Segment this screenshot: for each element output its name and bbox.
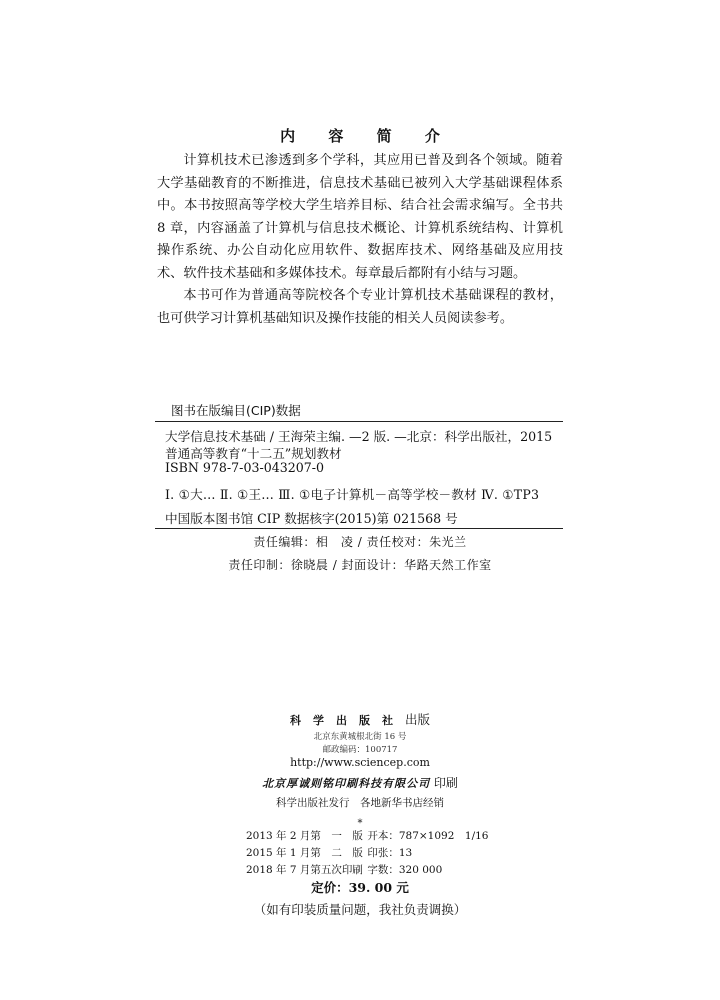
printer-name: 北京厚诚则铭印刷科技有限公司 (262, 777, 431, 790)
credits-print-design-line: 责任印制：徐晓晨 / 封面设计：华路天然工作室 (228, 558, 492, 572)
edition-row (246, 862, 442, 877)
publisher-line (0, 710, 720, 728)
page-title: 内 容 简 介 (280, 127, 454, 145)
publisher-name: 科学出版社 (289, 714, 405, 727)
cip-isbn-line: ISBN 978-7-03-043207-0 (165, 460, 325, 475)
cip-heading: 图书在版编目(CIP)数据 (171, 403, 301, 418)
cip-bottom-rule (155, 528, 563, 529)
publisher-url: http://www.sciencep.com (290, 756, 430, 769)
edition-spec: 印张：13 (367, 847, 413, 859)
summary-paragraph-1: 计算机技术已渗透到多个学科，其应用已普及到各个领域。随着大学基础教育的不断推进，信息技术基础已被列入大学基础课程体系中。本书按照高等学校大学生培养目标、结合社会需求编写。全书共 8 章，内容涵盖了计算机与信息技术概论、计算机系统结构、计算机操作系统、办公自动化应用软件、数据库技术、网络基础及应用技术、软件技术基础和多媒体技术。每章最后都附有小结与习题。 (157, 153, 563, 281)
edition-date: 2018 年 7 月第五次印刷 (246, 864, 363, 876)
edition-date: 2013 年 2 月第 一 版 (246, 830, 363, 842)
publisher-action: 出版 (404, 712, 430, 727)
edition-date: 2015 年 1 月第 二 版 (246, 847, 363, 859)
summary-paragraph-2: 本书可作为普通高等院校各个专业计算机技术基础课程的教材，也可供学习计算机基础知识及操作技能的相关人员阅读参考。 (157, 288, 563, 326)
publisher-postcode: 邮政编码：100717 (322, 745, 398, 755)
quality-notice: （如有印装质量问题，我社负责调换） (253, 902, 467, 917)
cip-series-line: 普通高等教育“十二五”规划教材 (165, 446, 342, 461)
edition-row (246, 828, 488, 843)
publisher-address: 北京东黄城根北街 16 号 (313, 732, 407, 742)
edition-spec: 开本：787×1092 1/16 (367, 830, 489, 842)
cip-record-number-line: 中国版本图书馆 CIP 数据核字(2015)第 021568 号 (165, 511, 458, 526)
printer-action: 印刷 (433, 776, 458, 790)
separator-asterisk: * (357, 818, 363, 829)
edition-spec: 字数：320 000 (367, 864, 443, 876)
edition-row (246, 845, 412, 860)
price: 定价：39. 00 元 (311, 880, 409, 895)
cip-classification-line: Ⅰ. ①大… Ⅱ. ①王… Ⅲ. ①电子计算机－高等学校－教材 Ⅳ. ①TP3 (165, 487, 540, 502)
cip-top-rule (155, 421, 563, 422)
printer-line (0, 774, 720, 791)
credits-editor-line: 责任编辑：相 凌 / 责任校对：朱光兰 (253, 535, 467, 549)
cip-title-line: 大学信息技术基础 / 王海荣主编. —2 版. —北京：科学出版社，2015 (165, 429, 553, 444)
distribution-line: 科学出版社发行 各地新华书店经销 (276, 797, 444, 809)
